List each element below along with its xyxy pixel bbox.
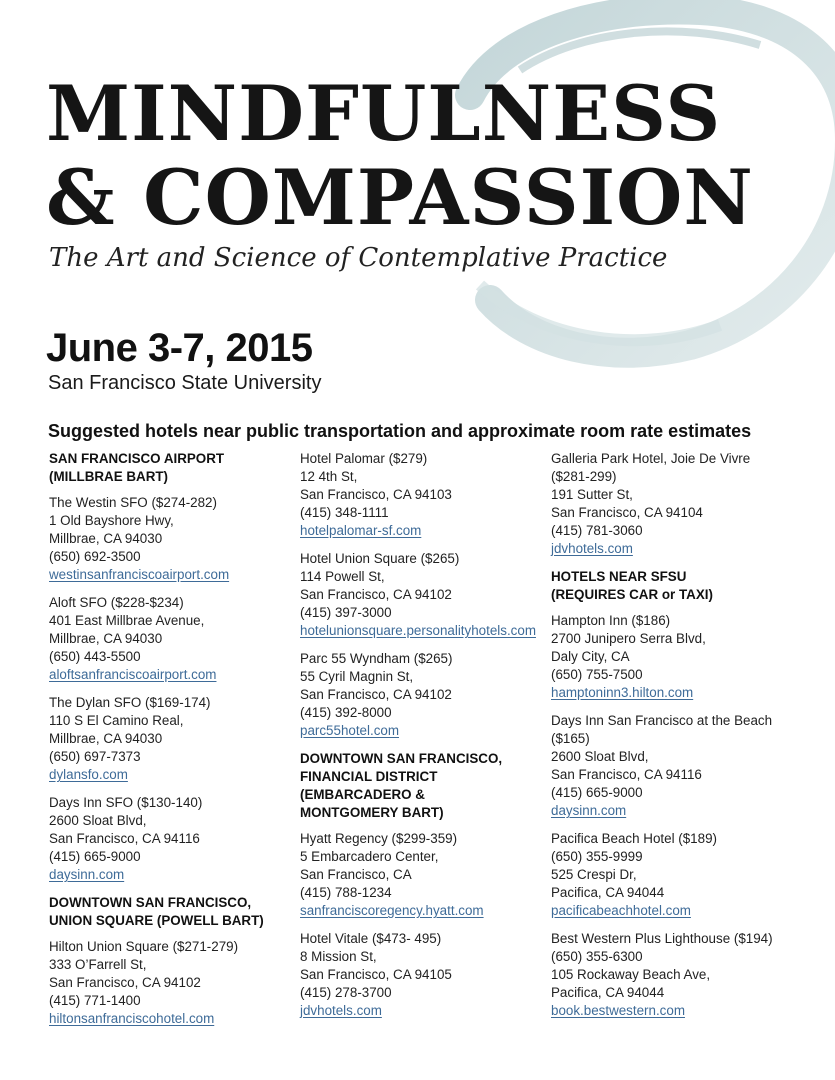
section-title-sfo: SAN FRANCISCO AIRPORT (MILLBRAE BART) bbox=[49, 451, 225, 484]
hotel-name: Hotel Union Square ($265) bbox=[300, 551, 460, 566]
section-title-financial-district: DOWNTOWN SAN FRANCISCO, FINANCIAL DISTRICT (EMBARCADERO & MONTGOMERY BART) bbox=[300, 751, 503, 820]
hotels-heading: Suggested hotels near public transportation and approximate room rate estimates bbox=[48, 421, 752, 441]
hotel-address-line: 114 Powell St, bbox=[300, 569, 385, 584]
hotel-entry bbox=[49, 694, 311, 784]
hotel-address-line: 105 Rockaway Beach Ave, bbox=[551, 967, 711, 982]
hotel-phone: (415) 665-9000 bbox=[551, 785, 643, 800]
hotel-website-link[interactable]: daysinn.com bbox=[49, 867, 125, 882]
hotel-website-link[interactable]: westinsanfranciscoairport.com bbox=[49, 567, 230, 582]
hotel-address-line: San Francisco, CA 94116 bbox=[49, 831, 200, 846]
section-title-sfsu: HOTELS NEAR SFSU (REQUIRES CAR or TAXI) bbox=[551, 569, 713, 602]
hotel-address-line: San Francisco, CA 94102 bbox=[49, 975, 201, 990]
hotel-entry bbox=[300, 930, 562, 1020]
hotel-address-line: 110 S El Camino Real, bbox=[49, 713, 184, 728]
hotel-entry bbox=[300, 450, 562, 540]
hotel-entry bbox=[300, 550, 562, 640]
hotel-website-link[interactable]: pacificabeachhotel.com bbox=[551, 903, 691, 918]
hotel-address-line: San Francisco, CA 94116 bbox=[551, 767, 702, 782]
page-title bbox=[46, 69, 754, 242]
hotel-website-link[interactable]: hotelunionsquare.personalityhotels.com bbox=[300, 623, 536, 638]
hotel-address-line: Pacifica, CA 94044 bbox=[551, 885, 665, 900]
hotel-phone: (415) 771-1400 bbox=[49, 993, 141, 1008]
subtitle: The Art and Science of Contemplative Practice bbox=[49, 243, 668, 273]
hotel-address-line: San Francisco, CA 94102 bbox=[300, 687, 452, 702]
hotel-column-1 bbox=[49, 450, 311, 1038]
hotel-phone: (650) 697-7373 bbox=[49, 749, 141, 764]
hotel-phone: (415) 392-8000 bbox=[300, 705, 392, 720]
hotel-website-link[interactable]: hotelpalomar-sf.com bbox=[300, 523, 422, 538]
hotel-website-link[interactable]: parc55hotel.com bbox=[300, 723, 399, 738]
hotel-website-link[interactable]: hamptoninn3.hilton.com bbox=[551, 685, 694, 700]
hotel-address-line: 12 4th St, bbox=[300, 469, 358, 484]
hotel-name: Galleria Park Hotel, Joie De Vivre bbox=[551, 451, 751, 466]
hotel-column-3 bbox=[551, 450, 813, 1030]
hotel-address-line: 1 Old Bayshore Hwy, bbox=[49, 513, 174, 528]
title-line-2: & COMPASSION bbox=[46, 153, 754, 242]
hotel-entry bbox=[551, 450, 813, 558]
hotel-phone: (650) 355-6300 bbox=[551, 949, 643, 964]
hotel-address-line: San Francisco, CA 94103 bbox=[300, 487, 452, 502]
hotel-entry bbox=[49, 594, 311, 684]
hotel-entry bbox=[49, 938, 311, 1028]
hotel-address-line: 2700 Junipero Serra Blvd, bbox=[551, 631, 706, 646]
event-date: June 3-7, 2015 bbox=[46, 326, 313, 370]
hotel-name: Days Inn San Francisco at the Beach bbox=[551, 713, 773, 728]
hotel-phone: (415) 278-3700 bbox=[300, 985, 392, 1000]
hotel-address-line: Millbrae, CA 94030 bbox=[49, 731, 163, 746]
hotel-website-link[interactable]: book.bestwestern.com bbox=[551, 1003, 685, 1018]
hotel-phone: (650) 755-7500 bbox=[551, 667, 643, 682]
hotel-name: Hotel Palomar ($279) bbox=[300, 451, 428, 466]
section-title-union-square: DOWNTOWN SAN FRANCISCO, UNION SQUARE (POWELL BART) bbox=[49, 895, 264, 928]
hotel-name-rate: ($165) bbox=[551, 731, 590, 746]
hotel-entry bbox=[551, 930, 813, 1020]
hotel-entry bbox=[551, 712, 813, 820]
event-venue: San Francisco State University bbox=[48, 372, 322, 394]
hotel-address-line: 191 Sutter St, bbox=[551, 487, 633, 502]
hotel-address-line: Millbrae, CA 94030 bbox=[49, 631, 163, 646]
hotel-address-line: San Francisco, CA 94104 bbox=[551, 505, 703, 520]
hotel-address-line: Millbrae, CA 94030 bbox=[49, 531, 163, 546]
hotel-website-link[interactable]: jdvhotels.com bbox=[551, 541, 633, 556]
hotel-name: Hotel Vitale ($473- 495) bbox=[300, 931, 442, 946]
hotel-entry bbox=[551, 612, 813, 702]
hotel-phone: (415) 665-9000 bbox=[49, 849, 141, 864]
hotel-entry bbox=[300, 650, 562, 740]
hotel-address-line: San Francisco, CA bbox=[300, 867, 412, 882]
hotel-name: Hampton Inn ($186) bbox=[551, 613, 671, 628]
hotel-address-line: 55 Cyril Magnin St, bbox=[300, 669, 414, 684]
hotel-name: Aloft SFO ($228-$234) bbox=[49, 595, 184, 610]
hotel-entry bbox=[49, 794, 311, 884]
hotel-phone: (415) 788-1234 bbox=[300, 885, 392, 900]
hotel-website-link[interactable]: aloftsanfranciscoairport.com bbox=[49, 667, 217, 682]
hotel-address-line: Pacifica, CA 94044 bbox=[551, 985, 665, 1000]
hotel-phone: (415) 397-3000 bbox=[300, 605, 392, 620]
hotel-address-line: 5 Embarcadero Center, bbox=[300, 849, 439, 864]
hotel-address-line: Daly City, CA bbox=[551, 649, 630, 664]
hotel-address-line: 2600 Sloat Blvd, bbox=[551, 749, 649, 764]
hotel-address-line: 525 Crespi Dr, bbox=[551, 867, 637, 882]
hotel-phone: (650) 692-3500 bbox=[49, 549, 141, 564]
hotel-name: Hilton Union Square ($271-279) bbox=[49, 939, 239, 954]
hotel-entry bbox=[551, 830, 813, 920]
hotel-phone: (415) 781-3060 bbox=[551, 523, 643, 538]
hotel-address-line: San Francisco, CA 94102 bbox=[300, 587, 452, 602]
title-line-1: MINDFULNESS bbox=[46, 69, 722, 158]
hotel-website-link[interactable]: dylansfo.com bbox=[49, 767, 128, 782]
hotel-address-line: San Francisco, CA 94105 bbox=[300, 967, 452, 982]
hotel-name: Best Western Plus Lighthouse ($194) bbox=[551, 931, 773, 946]
hotel-phone: (650) 355-9999 bbox=[551, 849, 643, 864]
hotel-name: The Westin SFO ($274-282) bbox=[49, 495, 217, 510]
hotel-address-line: 8 Mission St, bbox=[300, 949, 377, 964]
hotel-phone: (650) 443-5500 bbox=[49, 649, 141, 664]
hotel-address-line: 2600 Sloat Blvd, bbox=[49, 813, 147, 828]
hotel-phone: (415) 348-1111 bbox=[300, 505, 389, 520]
hotel-website-link[interactable]: hiltonsanfranciscohotel.com bbox=[49, 1011, 215, 1026]
hotel-website-link[interactable]: daysinn.com bbox=[551, 803, 627, 818]
hotel-name: Hyatt Regency ($299-359) bbox=[300, 831, 458, 846]
hotel-name-rate: ($281-299) bbox=[551, 469, 617, 484]
hotel-name: Days Inn SFO ($130-140) bbox=[49, 795, 203, 810]
hotel-website-link[interactable]: jdvhotels.com bbox=[300, 1003, 382, 1018]
hotel-address-line: 333 O’Farrell St, bbox=[49, 957, 147, 972]
hotel-entry bbox=[49, 494, 311, 584]
hotel-column-2 bbox=[300, 450, 562, 1030]
hotel-website-link[interactable]: sanfranciscoregency.hyatt.com bbox=[300, 903, 484, 918]
hotel-name: The Dylan SFO ($169-174) bbox=[49, 695, 211, 710]
hotel-address-line: 401 East Millbrae Avenue, bbox=[49, 613, 205, 628]
hotel-name: Pacifica Beach Hotel ($189) bbox=[551, 831, 717, 846]
hotel-name: Parc 55 Wyndham ($265) bbox=[300, 651, 453, 666]
hotel-entry bbox=[300, 830, 562, 920]
